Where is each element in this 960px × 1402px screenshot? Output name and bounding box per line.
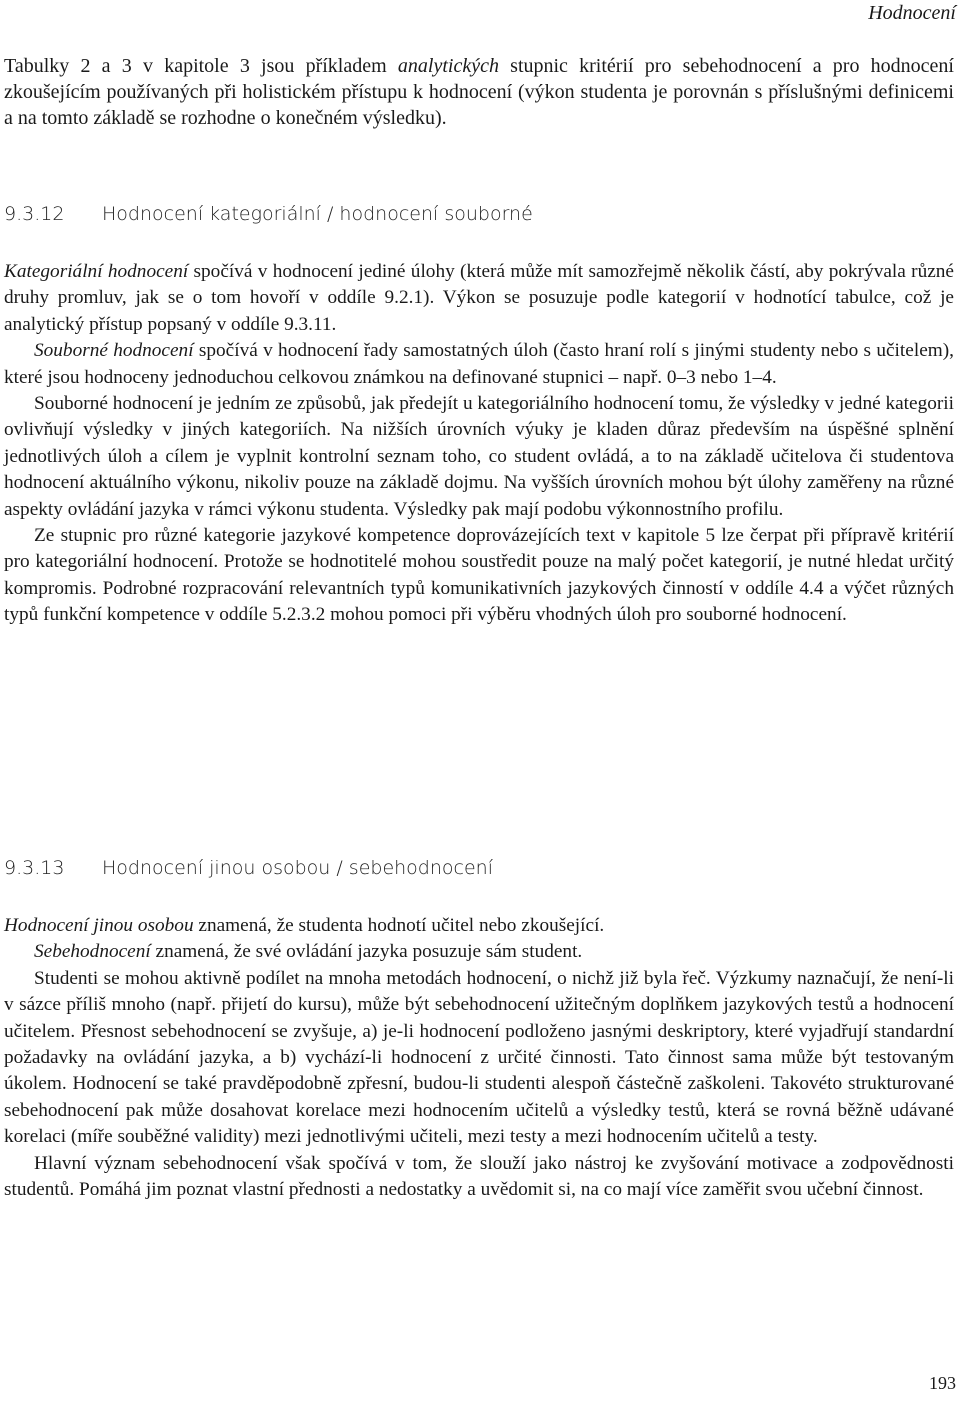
intro-text-end: stupnic kritérií pro sebehodnocení a pro hodnocení zkoušejícím používaných při holistickém přístupu k hodnocení (výkon studenta je porovnán s příslušnými definicemi a na tomto základě se rozhodne o konečném výsledku). [4, 55, 954, 129]
intro-text-start: Tabulky 2 a 3 v kapitole 3 jsou příkladem [4, 55, 398, 77]
defined-term: Kategoriální hodnocení [4, 261, 189, 282]
paragraph: Ze stupnic pro různé kategorie jazykové kompetence doprovázejících text v kapitole 5 lze čerpat při přípravě kritérií pro kategoriální hodnocení. Protože se hodnotitelé mohou soustředit pouze na malý počet kategorií, je nutné hledat určitý kompromis. Podrobné rozpracování relevantních typů komunikativních jazykových činností v oddíle 4.4 a výčet různých typů funkční kompetence v oddíle 5.2.3.2 mohou pomoci při výběru vhodných úloh pro souborné hodnocení. [4, 525, 954, 626]
paragraph-text: znamená, že studenta hodnotí učitel nebo zkoušející. [193, 915, 605, 936]
running-head: Hodnocení [868, 2, 956, 24]
paragraph: Studenti se mohou aktivně podílet na mnoha metodách hodnocení, o nichž již byla řeč. Výzkumy naznačují, že není-li v sázce příliš mnoho (např. přijetí do kursu), může být sebehodnocení užitečným doplňkem jazykových testů a hodnocení učitelem. Přesnost sebehodnocení se zvyšuje, a) je-li hodnocení podloženo jasnými deskriptory, které vyjadřují standardní požadavky na ovládání jazyka, a b) vychází-li hodnocení z určité činnosti. Tato činnost sama může být testovaným úkolem. Hodnocení se také pravděpodobně zpřesní, budou-li studenti alespoň částečně zaškoleni. Takovéto strukturované sebehodnocení pak může dosahovat korelace mezi hodnocením učitelů a výsledky testů, která se rovná běžně udávané korelaci (míře souběžné validity) mezi jednotlivými učiteli, mezi testy a mezi hodnocením učitelů a testy. [4, 967, 954, 1148]
paragraph-text: znamená, že své ovládání jazyka posuzuje sám student. [150, 941, 583, 963]
defined-term: Hodnocení jinou osobou [4, 915, 194, 936]
section-title: Hodnocení jinou osobou / sebehodnocení [102, 857, 493, 879]
paragraph: Hlavní význam sebehodnocení však spočívá v tom, že slouží jako nástroj ke zvyšování motivace a zodpovědnosti studentů. Pomáhá jim poznat vlastní přednosti a nedostatky a uvědomit si, na co mají více zaměřit svou učební činnost. [4, 1152, 954, 1201]
page-number: 193 [929, 1373, 956, 1393]
intro-term: analytických [397, 55, 499, 77]
section-body-9-3-12 [4, 259, 954, 629]
paragraph: Souborné hodnocení je jedním ze způsobů, jak předejít u kategoriálního hodnocení tomu, že výsledky v jedné kategorii ovlivňují výsledky v jiných kategoriích. Na nižších úrovních výuky je kladen důraz především na úspěšné splnění jednotlivých úloh a cílem je vyplnit kontrolní seznam toho, co student ovládá, a to na základě učitelova či studentova hodnocení aktuálního výkonu, nikoliv pouze na základě dojmu. Na vyšších úrovních mohou být úlohy zaměřeny na různé aspekty ovládání jazyka v rámci výkonu studenta. Výsledky pak mají podobu výkonnostního profilu. [4, 393, 954, 520]
section-title: Hodnocení kategoriální / hodnocení souborné [102, 203, 533, 225]
defined-term: Souborné hodnocení [34, 340, 194, 362]
section-number: 9.3.13 [4, 857, 65, 879]
section-heading-9-3-13 [4, 857, 944, 879]
paragraph [4, 913, 954, 939]
section-number: 9.3.12 [4, 203, 65, 225]
section-body-9-3-13 [4, 913, 954, 1203]
paragraph [4, 259, 954, 338]
paragraph [4, 338, 954, 391]
paragraph-text: spočívá v hodnocení řady samostatných úloh (často hraní rolí s jinými studenty nebo s učitelem), které jsou hodnoceny jednoduchou celkovou známkou na definované stupnici – např. 0–3 nebo 1–4. [4, 340, 954, 388]
defined-term: Sebehodnocení [34, 941, 151, 963]
section-heading-9-3-12 [4, 203, 944, 225]
paragraph [4, 939, 954, 965]
paragraph-text: spočívá v hodnocení jediné úlohy (která může mít samozřejmě několik částí, aby pokrývala různé druhy promluv, jak se o tom hovoří v oddíle 9.2.1). Výkon se posuzuje podle kategorií v hodnotící tabulce, což je analytický přístup popsaný v oddíle 9.3.11. [4, 261, 954, 335]
intro-paragraph [4, 53, 954, 131]
